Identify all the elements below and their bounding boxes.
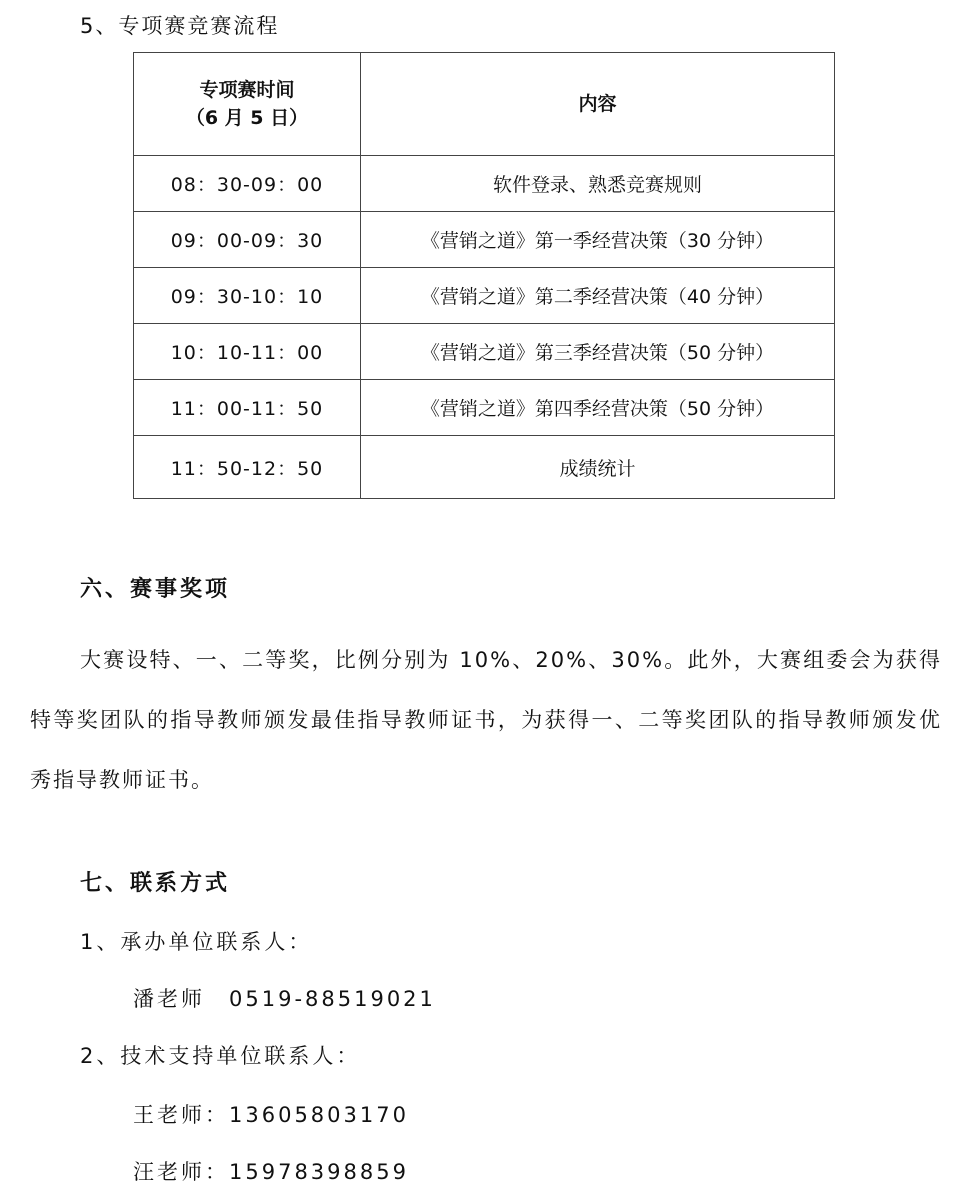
row-time: 11：00-11：50 (134, 380, 361, 436)
competition-schedule-table (133, 52, 835, 499)
tech-support-contact-person-1: 王老师：13605803170 (133, 1103, 409, 1127)
table-row (134, 436, 835, 499)
header-time-line2: （6 月 5 日） (185, 107, 309, 129)
awards-paragraph: 大赛设特、一、二等奖，比例分别为 10%、20%、30%。此外，大赛组委会为获得特等奖团队的指导教师颁发最佳指导教师证书，为获得一、二等奖团队的指导教师颁发优秀指导教师证书。 (30, 648, 942, 792)
row-time: 09：00-09：30 (134, 212, 361, 268)
row-content: 《营销之道》第三季经营决策（50 分钟） (361, 324, 835, 380)
section-5-title: 5、专项赛竞赛流程 (80, 14, 280, 38)
row-time: 08：30-09：00 (134, 156, 361, 212)
table-row (134, 324, 835, 380)
header-time-line1: 专项赛时间 (199, 79, 295, 101)
row-time: 10：10-11：00 (134, 324, 361, 380)
table-row (134, 268, 835, 324)
row-time: 11：50-12：50 (134, 436, 361, 499)
header-content: 内容 (361, 53, 835, 156)
awards-heading: 六、赛事奖项 (80, 577, 231, 602)
row-content: 成绩统计 (361, 436, 835, 499)
row-content: 软件登录、熟悉竞赛规则 (361, 156, 835, 212)
table-row (134, 380, 835, 436)
row-content: 《营销之道》第二季经营决策（40 分钟） (361, 268, 835, 324)
organizer-contact-label: 1、承办单位联系人： (80, 930, 313, 954)
organizer-contact-person: 潘老师 0519-88519021 (133, 987, 436, 1011)
row-content: 《营销之道》第一季经营决策（30 分钟） (361, 212, 835, 268)
table-row (134, 212, 835, 268)
tech-support-contact-person-2: 汪老师：15978398859 (133, 1160, 409, 1184)
contact-heading: 七、联系方式 (80, 871, 231, 896)
row-content: 《营销之道》第四季经营决策（50 分钟） (361, 380, 835, 436)
row-time: 09：30-10：10 (134, 268, 361, 324)
header-time (134, 53, 361, 156)
tech-support-contact-label: 2、技术支持单位联系人： (80, 1044, 361, 1068)
table-header-row (134, 53, 835, 156)
table-row (134, 156, 835, 212)
